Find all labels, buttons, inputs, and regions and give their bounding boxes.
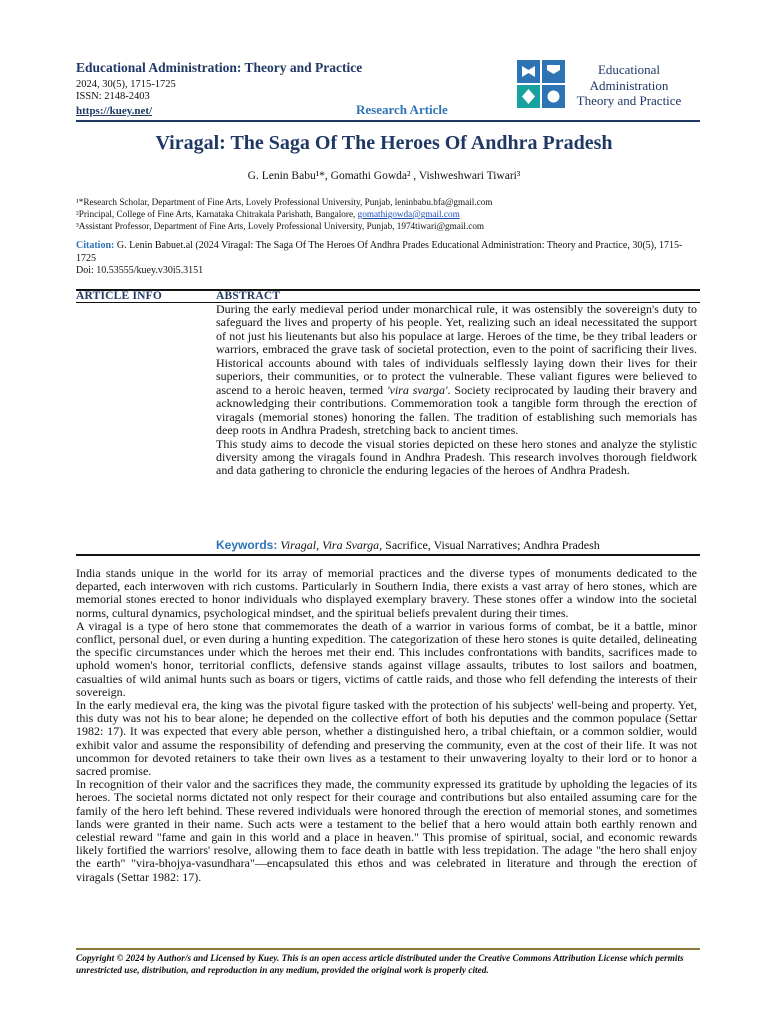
body-paragraph-2: A viragal is a type of hero stone that commemorates the death of a warrior in various forms of combat, be it a battle, minor conflict, personal duel, or even during a hunting expedition. The categorization of these hero stones is quite detailed, delineating the specific circumstances under which the heroes met their end. This includes confrontations with bandits, sacrifices made to uphold women's honor, territorial conflicts, defensive stands against village assaults, tributes to lost sailors and boatmen, casualties of wild animal hunts such as boars or tigers, victims of cattle raids, and those who fell defending the interests of their sovereign. [76, 618, 697, 699]
keywords-label: Keywords: [216, 538, 278, 552]
abstract-bottom-rule [76, 554, 700, 556]
citation-block [76, 240, 702, 265]
article-info-heading: ARTICLE INFO [76, 290, 163, 302]
affiliation-2-email-link[interactable]: gomathigowda@gmail.com [357, 209, 460, 219]
affiliation-2-text: ²Principal, College of Fine Arts, Karnataka Chitrakala Parishath, Bangalore, [76, 209, 358, 219]
body-paragraph-1: India stands unique in the world for its array of memorial practices and the diverse types of monuments dedicated to the departed, each interwoven with rich customs. Particularly in Southern India, there exists a vast array of hero stones, which are memorial stones erected to honor individuals who displayed exemplary bravery. These stones offer a window into the societal norms, cultural dynamics, psychological mindset, and the spiritual beliefs prevalent during their times. [76, 566, 697, 620]
copyright-notice: Copyright © 2024 by Author/s and Licensed by Kuey. This is an open access article distributed under the Creative Commons Attribution License which permits unrestricted use, distribution, and reproduction in any medium, provided the original work is properly cited. [76, 954, 684, 976]
abstract-p1-emphasis: 'vira svarga' [386, 382, 448, 397]
abstract-p1-part-1: During the early medieval period under monarchical rule, it was ostensibly the sovereign's duty to safeguard the lives and property of his people. Yet, realizing such an ideal necessitated the support of not just his lieutenants but also his populace at large. Heroes of the time, be they tribal leaders or warriors, embraced the grave task of societal protection, even to the point of sacrificing their lives. Historical accounts abound with tales of individuals selflessly laying down their lives for their superiors, their communities, or to protect the vulnerable. These valiant figures were believed to ascend to a heroic heaven, termed [216, 302, 697, 397]
journal-title: Educational Administration: Theory and Practice [76, 60, 363, 75]
abstract-paragraph-2: This study aims to decode the visual stories depicted on these hero stones and analyze the stylistic diversity among the viragals found in Andhra Pradesh. This research involves thorough fieldwork and data gathering to chronicle the enduring legacies of the heroes of Andhra Pradesh. [216, 436, 697, 478]
affiliation-3-text: ³Assistant Professor, Department of Fine Arts, Lovely Professional University, Punjab, 1974tiwari@gmail.com [76, 221, 485, 231]
logo-text-line-1: Educational [597, 62, 661, 77]
body-paragraph-4: In recognition of their valor and the sacrifices they made, the community expressed its gratitude by upholding the legacies of its heroes. The societal norms dictated not only respect for their courage and contributions but also entailed assuming care for the family of the hero left behind. These revered individuals were honored through the erection of memorial stones, and sometimes lands were granted in their name. Such acts were a testament to the belief that a hero would attain both earthly renown and celestial reward "fame and gain in this world and a place in heaven." This promise of spiritual, social, and economic rewards likely fortified the warriors' resolve, allowing them to face death in battle with less trepidation. The adage "the hero shall enjoy the earth" "vira-bhojya-vasundhara"—encapsulated this ethos and was celebrated in literature and through the erection of viragals (Settar 1982: 17). [76, 777, 697, 884]
affiliation-1 [76, 197, 492, 207]
abstract-body [216, 303, 697, 478]
paper-title: Viragal: The Saga Of The Heroes Of Andhra Pradesh [155, 132, 613, 154]
header-divider [76, 120, 700, 122]
info-top-rule [76, 289, 700, 291]
abstract-p1-part-2: . Society reciprocated by lauding their bravery and acknowledging their contributions. Commemoration took a tangible form through the erection of viragals (memorial stones) honoring the fallen. The tradition of establishing such memorials has deep roots in Andhra Pradesh, stretching back to ancient times. [216, 382, 697, 438]
journal-logo-icon [517, 60, 565, 108]
journal-logo-text [567, 62, 691, 109]
volume-line: 2024, 30(5), 1715-1725 [76, 79, 176, 90]
keywords-rest: Sacrifice, Visual Narratives; Andhra Pradesh [382, 538, 600, 552]
doi-line: Doi: 10.53555/kuey.v30i5.3151 [76, 265, 204, 276]
author-list: G. Lenin Babu¹*, Gomathi Gowda² , Vishweshwari Tiwari³ [247, 170, 521, 182]
issn-line: ISSN: 2148-2403 [76, 91, 150, 102]
affiliation-3 [76, 221, 484, 231]
citation-label: Citation: [76, 240, 115, 251]
abstract-heading: ABSTRACT [216, 290, 281, 302]
body-text [76, 567, 697, 884]
logo-text-line-2: Administration [589, 77, 669, 93]
keywords-emphasis: Viragal, Vira Svarga, [280, 538, 383, 552]
logo-text-line-3: Theory and Practice [576, 93, 682, 108]
body-paragraph-3: In the early medieval era, the king was the pivotal figure tasked with the protection of his subjects' well-being and property. Yet, this duty was not his to bear alone; he depended on the collective effort of both his deputies and the common populace (Settar 1982: 17). It was expected that every able person, whether a distinguished hero, a tribal chieftain, or a common soldier, would exhibit valor and assume the responsibility of defending and preserving the community, even at the cost of their life. It was not uncommon for devoted retainers to take their own lives as a testament to their unwavering loyalty to their lord or to honor a sacred promise. [76, 698, 697, 779]
citation-text: G. Lenin Babuet.al (2024 Viragal: The Saga Of The Heroes Of Andhra Prades Educational Administration: Theory and Practice, 30(5), 1715-1725 [76, 240, 683, 264]
affiliation-1-text: ¹*Research Scholar, Department of Fine Arts, Lovely Professional University, Punjab, leninbabu.bfa@gmail.com [76, 197, 493, 207]
keywords-line [216, 538, 600, 553]
affiliation-2 [76, 209, 460, 219]
footer-divider [76, 948, 700, 950]
article-type-label: Research Article [356, 102, 448, 117]
abstract-paragraph-1 [216, 303, 697, 438]
journal-url-link[interactable]: https://kuey.net/ [76, 105, 153, 117]
